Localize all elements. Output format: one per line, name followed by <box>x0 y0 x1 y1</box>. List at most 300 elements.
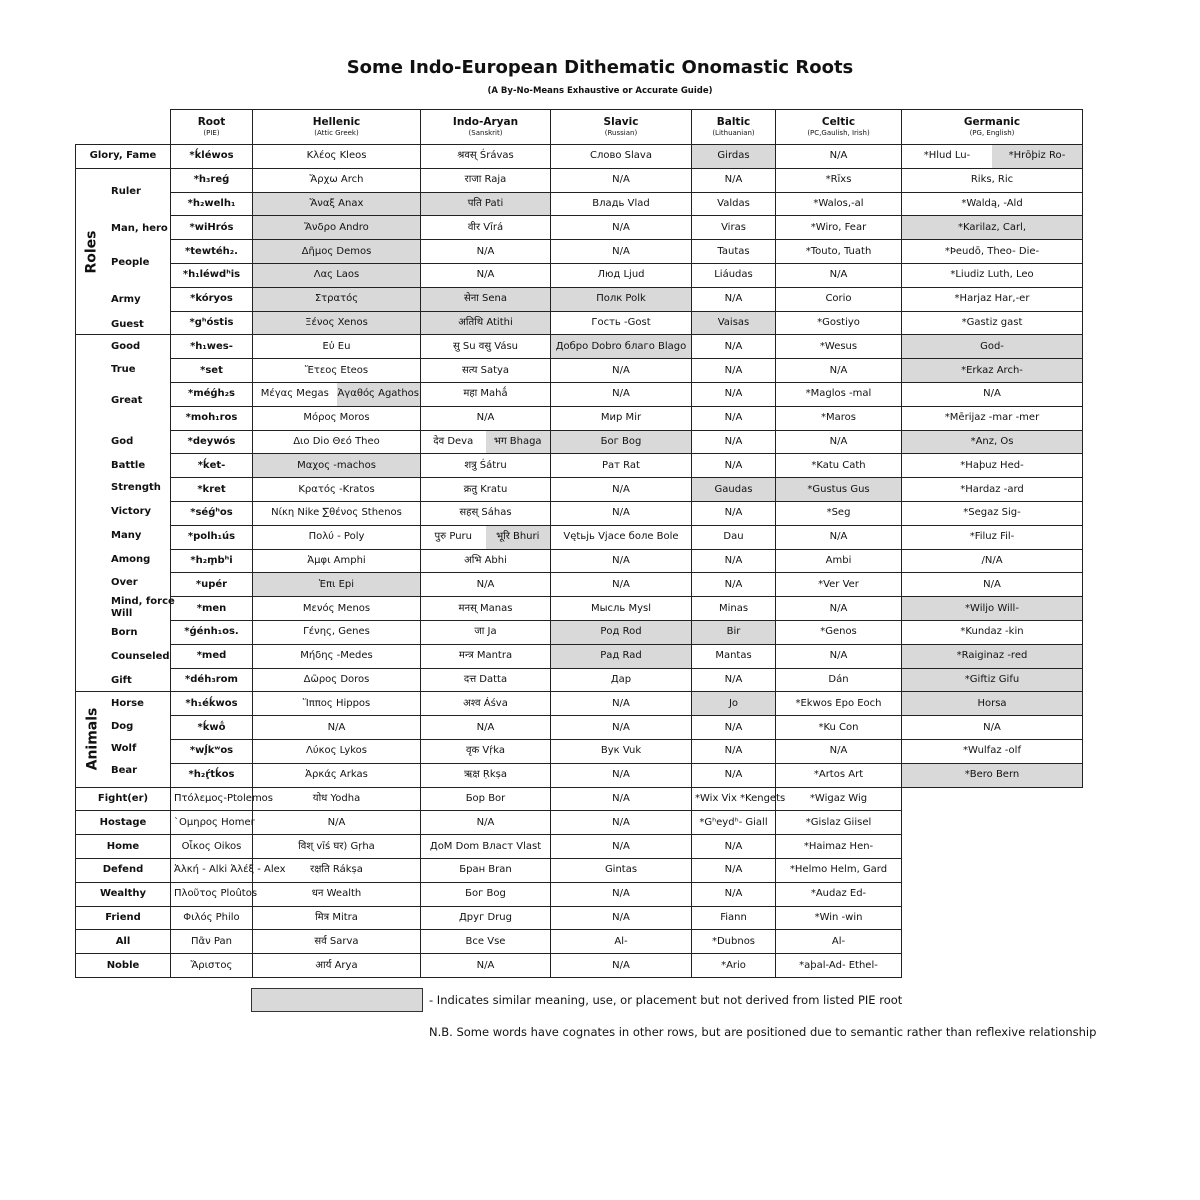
cell-celtic: N/A <box>776 525 902 549</box>
table-row <box>76 811 1083 835</box>
cell-indo-aryan: योध Yodha <box>253 787 421 811</box>
table-row <box>76 739 1083 763</box>
cell-germanic <box>902 145 1083 169</box>
table-row <box>76 216 1083 240</box>
sub-label: Wolf <box>111 742 137 754</box>
cell-slavic: Бор Bor <box>421 787 551 811</box>
cell-slavic: Бог Bog <box>551 430 692 454</box>
split-part: *Hlud Lu- <box>923 150 971 162</box>
split-part: *Hrōþiz Ro- <box>992 145 1082 168</box>
cell-root: *h₁léwdʰis <box>171 263 253 287</box>
cell-celtic: *Maglos -mal <box>776 382 902 406</box>
cell-baltic: N/A <box>551 906 692 930</box>
column-header-sub: (PIE) <box>203 128 220 137</box>
cell-germanic: *Mērijaz -mar -mer <box>902 406 1083 430</box>
table-row <box>76 620 1083 644</box>
cell-slavic: N/A <box>551 478 692 502</box>
cell-hellenic: Κλέος Kleos <box>253 145 421 169</box>
group-roles <box>76 168 171 335</box>
cell-celtic: *Artos Art <box>776 763 902 787</box>
cell-celtic: *Gostiyo <box>776 311 902 335</box>
column-header-name: Indo-Aryan <box>452 116 519 129</box>
column-header-sub: (Russian) <box>604 128 638 137</box>
table-row <box>76 454 1083 478</box>
cell-celtic: N/A <box>776 263 902 287</box>
column-header-sub: (Lithuanian) <box>712 128 755 137</box>
cell-hellenic <box>253 382 421 406</box>
cell-slavic: ДоМ Dom Власт Vlast <box>421 835 551 859</box>
column-header-baltic <box>692 110 776 145</box>
group-good <box>76 335 175 692</box>
cell-celtic: *Ver Ver <box>776 573 902 597</box>
cell-root: *séǵʰos <box>171 501 253 525</box>
table-row <box>76 668 1083 692</box>
group-inner <box>79 335 175 691</box>
cell-germanic: *Kundaz -kin <box>902 620 1083 644</box>
cell-hellenic: Οἶκος Oikos <box>171 835 253 859</box>
cell-germanic: *Hardaz -ard <box>902 478 1083 502</box>
cell-hellenic: Ἔτεος Eteos <box>253 359 421 383</box>
cell-hellenic: Εὐ Eu <box>253 335 421 359</box>
cell-hellenic: Ἄνδρο Andro <box>253 216 421 240</box>
cell-hellenic: Μήδης -Medes <box>253 644 421 668</box>
header-corner <box>76 110 171 145</box>
split-cell <box>421 431 550 454</box>
cell-indo-aryan: N/A <box>253 811 421 835</box>
cell-germanic: *Filuz Fil- <box>902 525 1083 549</box>
cell-celtic: *Gʰeydʰ- Giall <box>692 811 776 835</box>
cell-indo-aryan: वृक Vṛ́ka <box>421 739 551 763</box>
cell-slavic: Мир Mir <box>551 406 692 430</box>
cell-root: *set <box>171 359 253 383</box>
cell-celtic: *Katu Cath <box>776 454 902 478</box>
table-row <box>76 573 1083 597</box>
sub-label: Great <box>111 394 143 406</box>
cell-root: *med <box>171 644 253 668</box>
group-inner <box>79 692 167 786</box>
table-row <box>76 335 1083 359</box>
cell-hellenic: Πολύ - Poly <box>253 525 421 549</box>
cell-celtic: N/A <box>692 858 776 882</box>
cell-celtic: N/A <box>776 739 902 763</box>
cell-germanic: *Audaz Ed- <box>776 882 902 906</box>
cell-indo-aryan: ऋक्ष Ṛkṣa <box>421 763 551 787</box>
cell-hellenic: Ἐπι Epi <box>253 573 421 597</box>
cell-baltic: N/A <box>551 882 692 906</box>
cell-hellenic: Ἄναξ Anax <box>253 192 421 216</box>
row-label: Glory, Fame <box>76 145 171 169</box>
cell-baltic: Jo <box>692 692 776 716</box>
cell-baltic: N/A <box>692 763 776 787</box>
cell-baltic: Vaisas <box>692 311 776 335</box>
cell-hellenic: Πᾶν Pan <box>171 930 253 954</box>
cell-slavic: N/A <box>421 954 551 978</box>
cell-indo-aryan: दत्त Datta <box>421 668 551 692</box>
cell-root: *wiHrós <box>171 216 253 240</box>
cell-root: *upér <box>171 573 253 597</box>
column-header-name: Celtic <box>821 116 856 129</box>
cell-root: *ǵénh₁os. <box>171 620 253 644</box>
cell-baltic: N/A <box>692 549 776 573</box>
cell-slavic: N/A <box>551 382 692 406</box>
roots-table <box>75 109 1083 978</box>
cell-baltic: N/A <box>692 359 776 383</box>
cell-slavic: N/A <box>551 716 692 740</box>
cell-baltic: N/A <box>692 430 776 454</box>
cell-celtic: *Wiro, Fear <box>776 216 902 240</box>
cell-baltic: Dau <box>692 525 776 549</box>
cell-hellenic: Ἄριστος <box>171 954 253 978</box>
cell-celtic: *Touto, Tuath <box>776 240 902 264</box>
cell-baltic: Mantas <box>692 644 776 668</box>
cell-celtic: *Ku Con <box>776 716 902 740</box>
cell-root: *kóryos <box>171 287 253 311</box>
table-row <box>76 644 1083 668</box>
table-row <box>76 430 1083 454</box>
cell-germanic: *Harjaz Har,-er <box>902 287 1083 311</box>
cell-celtic: *Seg <box>776 501 902 525</box>
cell-slavic: Друг Drug <box>421 906 551 930</box>
sub-label: Over <box>111 577 138 589</box>
cell-indo-aryan: मित्र Mitra <box>253 906 421 930</box>
table-row <box>76 145 1083 169</box>
sub-label: Battle <box>111 459 146 471</box>
page-title: Some Indo-European Dithematic Onomastic Roots <box>346 57 854 78</box>
cell-root: Hostage <box>76 811 171 835</box>
group-inner <box>79 169 167 335</box>
cell-indo-aryan: राजा Raja <box>421 168 551 192</box>
sub-label: Bear <box>111 765 138 777</box>
cell-root: *deywós <box>171 430 253 454</box>
cell-germanic: *Erkaz Arch- <box>902 359 1083 383</box>
cell-baltic: N/A <box>692 573 776 597</box>
cell-slavic: Слово Slava <box>551 145 692 169</box>
cell-baltic: N/A <box>692 168 776 192</box>
sub-label: Man, hero <box>111 222 168 234</box>
cell-slavic: N/A <box>421 811 551 835</box>
cell-slavic: Гость -Gost <box>551 311 692 335</box>
sub-label: Good <box>111 341 141 352</box>
column-header-germanic <box>902 110 1083 145</box>
column-header-name: Slavic <box>603 116 639 129</box>
cell-root: *kret <box>171 478 253 502</box>
sub-label: Ruler <box>111 186 141 198</box>
cell-indo-aryan: महा Mahā́ <box>421 382 551 406</box>
cell-indo-aryan: वीर Vīrá <box>421 216 551 240</box>
cell-indo-aryan: श्रवस् Śrávas <box>421 145 551 169</box>
cell-hellenic: N/A <box>253 716 421 740</box>
cell-root: *ḱléwos <box>171 145 253 169</box>
cell-indo-aryan: सहस् Sáhas <box>421 501 551 525</box>
cell-germanic: *Wulfaz -olf <box>902 739 1083 763</box>
column-header-indo-aryan <box>421 110 551 145</box>
cell-celtic: N/A <box>692 882 776 906</box>
group-label-vertical <box>79 692 105 786</box>
cell-baltic: N/A <box>692 335 776 359</box>
header-row <box>76 110 1083 145</box>
cell-slavic: Полк Polk <box>551 287 692 311</box>
table-row <box>76 597 1083 621</box>
cell-hellenic: Ἵππος Hippos <box>253 692 421 716</box>
cell-indo-aryan: धन Wealth <box>253 882 421 906</box>
cell-indo-aryan: पति Pati <box>421 192 551 216</box>
cell-hellenic: Δῶρος Doros <box>253 668 421 692</box>
cell-baltic: N/A <box>551 954 692 978</box>
cell-germanic: God- <box>902 335 1083 359</box>
legend-text: - Indicates similar meaning, use, or placement but not derived from listed PIE root <box>429 993 903 1007</box>
cell-hellenic: Ἀρκάς Arkas <box>253 763 421 787</box>
column-header-sub: (Sanskrit) <box>468 128 503 137</box>
cell-germanic: *Raiginaz -red <box>902 644 1083 668</box>
cell-root: *ḱwṓ <box>171 716 253 740</box>
cell-root: *men <box>171 597 253 621</box>
cell-slavic: N/A <box>551 692 692 716</box>
cell-hellenic: Λύκος Lykos <box>253 739 421 763</box>
cell-hellenic: Γένης, Genes <box>253 620 421 644</box>
cell-root: *tewtéh₂. <box>171 240 253 264</box>
cell-germanic: *Win -win <box>776 906 902 930</box>
cell-indo-aryan: रक्षति Rákṣa <box>253 858 421 882</box>
cell-slavic: Дар <box>551 668 692 692</box>
roots-table-body <box>76 110 1083 978</box>
sub-label: Mind, force <box>111 596 175 608</box>
sub-label: Army <box>111 293 141 305</box>
cell-indo-aryan: आर्य Arya <box>253 954 421 978</box>
cell-celtic: *Walos,-al <box>776 192 902 216</box>
sub-label: Victory <box>111 505 152 517</box>
cell-indo-aryan: मन्त्र Mantra <box>421 644 551 668</box>
cell-slavic: Рат Rat <box>551 454 692 478</box>
cell-indo-aryan: N/A <box>421 240 551 264</box>
cell-hellenic: Διο Dio Θεό Theo <box>253 430 421 454</box>
cell-celtic: N/A <box>776 145 902 169</box>
column-header-name: Baltic <box>716 116 751 129</box>
cell-germanic: N/A <box>902 573 1083 597</box>
cell-slavic: Мысль Mysl <box>551 597 692 621</box>
cell-hellenic: Δῆμος Demos <box>253 240 421 264</box>
cell-indo-aryan: अभि Abhi <box>421 549 551 573</box>
cell-slavic: N/A <box>551 216 692 240</box>
sub-label: Born <box>111 626 138 638</box>
page-subtitle: (A By-No-Means Exhaustive or Accurate Guide) <box>487 86 713 96</box>
cell-slavic: N/A <box>551 501 692 525</box>
table-row <box>76 168 1083 192</box>
cell-baltic: Gintas <box>551 858 692 882</box>
cell-germanic: *Anz, Os <box>902 430 1083 454</box>
table-row <box>76 478 1083 502</box>
cell-germanic: *Wiljo Will- <box>902 597 1083 621</box>
table-row <box>76 763 1083 787</box>
cell-slavic: N/A <box>551 240 692 264</box>
split-cell <box>902 145 1082 168</box>
cell-germanic: *Helmo Helm, Gard <box>776 858 902 882</box>
table-row <box>76 192 1083 216</box>
sub-label: God <box>111 435 134 447</box>
column-header-name: Germanic <box>963 116 1021 129</box>
cell-indo-aryan: N/A <box>421 263 551 287</box>
cell-germanic: N/A <box>902 382 1083 406</box>
cell-hellenic: `Ομηρος Homer <box>171 811 253 835</box>
cell-celtic: Dán <box>776 668 902 692</box>
cell-indo-aryan: विश् vīś घर) Gṛha <box>253 835 421 859</box>
sub-label: Guest <box>111 318 144 330</box>
cell-indo-aryan: N/A <box>421 406 551 430</box>
cell-germanic: Al- <box>776 930 902 954</box>
cell-root: *h₁éḱwos <box>171 692 253 716</box>
cell-root: *h₂m̥bʰi <box>171 549 253 573</box>
sub-label: Will <box>111 608 133 619</box>
cell-indo-aryan: मनस् Manas <box>421 597 551 621</box>
split-cell <box>421 526 550 549</box>
cell-germanic: *Gislaz Giisel <box>776 811 902 835</box>
cell-slavic: Бран Bran <box>421 858 551 882</box>
cell-slavic: Рад Rad <box>551 644 692 668</box>
cell-baltic: N/A <box>692 716 776 740</box>
cell-celtic: *Wesus <box>776 335 902 359</box>
table-row <box>76 787 1083 811</box>
sub-label: Horse <box>111 697 144 709</box>
cell-hellenic: Ξένος Xenos <box>253 311 421 335</box>
cell-indo-aryan: अश्व Áśva <box>421 692 551 716</box>
cell-root: *ḱet- <box>171 454 253 478</box>
cell-root: *moh₁ros <box>171 406 253 430</box>
column-header-slavic <box>551 110 692 145</box>
cell-germanic: *Haþuz Hed- <box>902 454 1083 478</box>
cell-germanic: *Segaz Sig- <box>902 501 1083 525</box>
cell-baltic: N/A <box>551 835 692 859</box>
table-row <box>76 382 1083 406</box>
table-row <box>76 906 1083 930</box>
split-part: पुरु Puru <box>434 531 472 543</box>
column-header-hellenic <box>253 110 421 145</box>
column-header-name: Root <box>197 116 226 129</box>
cell-germanic: *Gastiz gast <box>902 311 1083 335</box>
cell-celtic: N/A <box>776 597 902 621</box>
cell-celtic: N/A <box>692 835 776 859</box>
cell-baltic: Viras <box>692 216 776 240</box>
cell-slavic: N/A <box>551 168 692 192</box>
cell-indo-aryan <box>421 525 551 549</box>
cell-baltic: Girdas <box>692 145 776 169</box>
cell-hellenic: Ἀλκή - Alki Ἀλέξ - Alex <box>171 858 253 882</box>
cell-hellenic: Μαχος -machos <box>253 454 421 478</box>
table-row <box>76 406 1083 430</box>
cell-root: *h₃reǵ <box>171 168 253 192</box>
cell-indo-aryan: शत्रु Śátru <box>421 454 551 478</box>
cell-hellenic: Ἀμφι Amphi <box>253 549 421 573</box>
sub-label: Among <box>111 553 151 565</box>
split-part: Ἀγαθός Agathos <box>337 383 421 406</box>
cell-hellenic: Φιλός Philo <box>171 906 253 930</box>
cell-germanic: Riks, Ric <box>902 168 1083 192</box>
table-row <box>76 311 1083 335</box>
table-row <box>76 930 1083 954</box>
cell-root: *h₁wes- <box>171 335 253 359</box>
group-name: Roles <box>84 230 100 274</box>
column-header-sub: (PG, English) <box>969 128 1015 137</box>
cell-slavic: Vętьjь Vjace боле Bole <box>551 525 692 549</box>
cell-germanic: N/A <box>902 716 1083 740</box>
table-row <box>76 359 1083 383</box>
cell-slavic: Добро Dobro благо Blago <box>551 335 692 359</box>
cell-hellenic: Πλοῦτος Ploûtos <box>171 882 253 906</box>
sub-label: Gift <box>111 674 132 686</box>
cell-hellenic: Ἄρχω Arch <box>253 168 421 192</box>
cell-baltic: N/A <box>692 454 776 478</box>
group-name: Animals <box>84 708 100 771</box>
cell-baltic: Tautas <box>692 240 776 264</box>
cell-indo-aryan <box>421 430 551 454</box>
sub-label: True <box>111 363 136 375</box>
cell-indo-aryan: अतिथि Atithi <box>421 311 551 335</box>
cell-hellenic: Νίκη Nike ∑θένος Sthenos <box>253 501 421 525</box>
table-row <box>76 501 1083 525</box>
sub-label: Strength <box>111 482 161 494</box>
cell-slavic: Вук Vuk <box>551 739 692 763</box>
table-row <box>76 882 1083 906</box>
table-row <box>76 263 1083 287</box>
table-row <box>76 525 1083 549</box>
cell-baltic: Liáudas <box>692 263 776 287</box>
cell-germanic: Horsa <box>902 692 1083 716</box>
cell-baltic: Al- <box>551 930 692 954</box>
cell-baltic: Minas <box>692 597 776 621</box>
sub-label: People <box>111 257 150 269</box>
cell-celtic: *Dubnos <box>692 930 776 954</box>
column-header-sub: (Attic Greek) <box>314 128 359 137</box>
column-header-sub: (PC,Gaulish, Irish) <box>807 128 870 137</box>
cell-baltic: N/A <box>692 501 776 525</box>
cell-germanic: *Giftiz Gifu <box>902 668 1083 692</box>
cell-germanic: *Þeudō, Theo- Die- <box>902 240 1083 264</box>
cell-root: Home <box>76 835 171 859</box>
cell-indo-aryan: N/A <box>421 716 551 740</box>
cell-celtic: N/A <box>776 430 902 454</box>
column-header-name: Hellenic <box>312 116 361 129</box>
cell-germanic: *Karilaz, Carl, <box>902 216 1083 240</box>
group-sub-labels <box>105 169 167 335</box>
sub-label: Dog <box>111 720 134 732</box>
cell-root: *méǵh₂s <box>171 382 253 406</box>
cell-germanic: *Waldą, -Ald <box>902 192 1083 216</box>
split-part: भूरि Bhuri <box>486 526 551 549</box>
cell-root: *wĺ̥kʷos <box>171 739 253 763</box>
sub-label: Counseled <box>111 650 170 662</box>
table-row <box>76 240 1083 264</box>
cell-celtic: Corio <box>776 287 902 311</box>
cell-germanic: *Wigaz Wig <box>776 787 902 811</box>
cell-celtic: N/A <box>776 644 902 668</box>
group-sub-labels <box>105 692 167 786</box>
table-row <box>76 858 1083 882</box>
table-row <box>76 692 1083 716</box>
cell-slavic: Бог Bog <box>421 882 551 906</box>
cell-hellenic: Μόρος Moros <box>253 406 421 430</box>
cell-indo-aryan: सत्य Satya <box>421 359 551 383</box>
cell-slavic: Люд Ljud <box>551 263 692 287</box>
cell-baltic: N/A <box>692 287 776 311</box>
split-cell <box>253 383 420 406</box>
cell-baltic: N/A <box>551 787 692 811</box>
cell-hellenic: Μενός Menos <box>253 597 421 621</box>
cell-germanic: *aþal-Ad- Ethel- <box>776 954 902 978</box>
cell-indo-aryan: N/A <box>421 573 551 597</box>
cell-celtic: *Ekwos Epo Eoch <box>776 692 902 716</box>
cell-celtic: *Gustus Gus <box>776 478 902 502</box>
cell-root: Wealthy <box>76 882 171 906</box>
cell-baltic: N/A <box>692 406 776 430</box>
cell-slavic: Род Rod <box>551 620 692 644</box>
